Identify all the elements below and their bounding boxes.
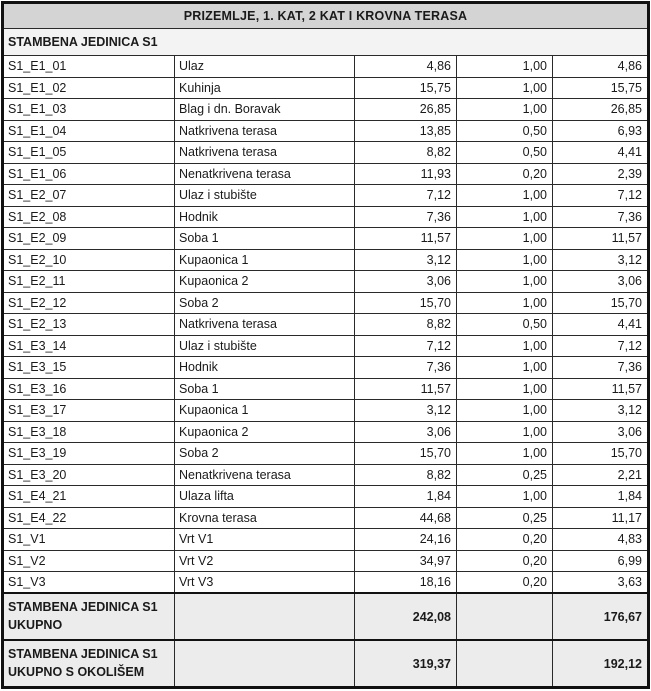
cell-reduced-area: 2,21 [553,464,649,486]
cell-coefficient: 0,50 [457,142,553,164]
cell-coefficient: 0,20 [457,529,553,551]
cell-reduced-area: 4,41 [553,142,649,164]
total-row [3,593,649,640]
cell-reduced-area: 15,75 [553,77,649,99]
table-row [3,142,649,164]
table-row [3,486,649,508]
cell-code: S1_E2_13 [3,314,175,336]
cell-area: 3,12 [355,400,457,422]
table-row [3,572,649,594]
total-area: 319,37 [355,640,457,687]
cell-code: S1_E1_06 [3,163,175,185]
table-row [3,507,649,529]
cell-area: 8,82 [355,142,457,164]
cell-room: Soba 2 [175,292,355,314]
area-table [1,1,650,689]
total-empty-room [175,593,355,640]
table-row [3,335,649,357]
table-row [3,378,649,400]
table-row [3,550,649,572]
cell-room: Krovna terasa [175,507,355,529]
cell-area: 15,70 [355,292,457,314]
cell-code: S1_E2_07 [3,185,175,207]
table-row [3,400,649,422]
cell-coefficient: 1,00 [457,77,553,99]
table-row [3,464,649,486]
cell-code: S1_V1 [3,529,175,551]
cell-room: Ulaz i stubište [175,185,355,207]
cell-room: Natkrivena terasa [175,120,355,142]
cell-code: S1_E1_01 [3,56,175,78]
cell-reduced-area: 11,57 [553,378,649,400]
table-body [3,3,649,688]
table-row [3,421,649,443]
cell-area: 1,84 [355,486,457,508]
cell-code: S1_E2_10 [3,249,175,271]
cell-room: Natkrivena terasa [175,142,355,164]
table-row [3,77,649,99]
table-row [3,529,649,551]
table-row [3,249,649,271]
cell-room: Kuhinja [175,77,355,99]
cell-coefficient: 1,00 [457,206,553,228]
total-reduced-area: 176,67 [553,593,649,640]
cell-reduced-area: 3,12 [553,400,649,422]
section-header: STAMBENA JEDINICA S1 [3,28,649,56]
cell-room: Hodnik [175,357,355,379]
cell-area: 11,57 [355,378,457,400]
cell-code: S1_E2_12 [3,292,175,314]
cell-room: Kupaonica 1 [175,249,355,271]
cell-code: S1_E3_16 [3,378,175,400]
cell-reduced-area: 7,36 [553,357,649,379]
cell-room: Kupaonica 2 [175,271,355,293]
cell-code: S1_E3_15 [3,357,175,379]
cell-reduced-area: 4,86 [553,56,649,78]
cell-code: S1_V3 [3,572,175,594]
cell-area: 4,86 [355,56,457,78]
cell-code: S1_E1_03 [3,99,175,121]
cell-room: Nenatkrivena terasa [175,163,355,185]
cell-coefficient: 1,00 [457,335,553,357]
cell-coefficient: 0,50 [457,314,553,336]
cell-room: Vrt V1 [175,529,355,551]
cell-room: Ulaz i stubište [175,335,355,357]
cell-room: Kupaonica 1 [175,400,355,422]
cell-room: Kupaonica 2 [175,421,355,443]
total-row [3,640,649,687]
cell-coefficient: 1,00 [457,378,553,400]
cell-room: Vrt V3 [175,572,355,594]
cell-room: Soba 2 [175,443,355,465]
cell-area: 8,82 [355,464,457,486]
cell-room: Soba 1 [175,228,355,250]
table-row [3,56,649,78]
document-page [0,1,651,691]
total-empty-room [175,640,355,687]
total-label: STAMBENA JEDINICA S1 UKUPNO S OKOLIŠEM [3,640,175,687]
cell-coefficient: 0,20 [457,550,553,572]
table-row [3,357,649,379]
cell-coefficient: 1,00 [457,228,553,250]
table-row [3,99,649,121]
cell-reduced-area: 7,12 [553,185,649,207]
cell-area: 15,70 [355,443,457,465]
cell-reduced-area: 6,93 [553,120,649,142]
cell-code: S1_E3_18 [3,421,175,443]
cell-area: 8,82 [355,314,457,336]
title-row [3,3,649,29]
cell-code: S1_E3_17 [3,400,175,422]
cell-area: 34,97 [355,550,457,572]
cell-area: 18,16 [355,572,457,594]
cell-code: S1_E4_22 [3,507,175,529]
cell-area: 44,68 [355,507,457,529]
cell-reduced-area: 4,41 [553,314,649,336]
cell-reduced-area: 7,36 [553,206,649,228]
cell-reduced-area: 3,06 [553,271,649,293]
cell-reduced-area: 11,57 [553,228,649,250]
cell-area: 7,36 [355,357,457,379]
cell-room: Nenatkrivena terasa [175,464,355,486]
cell-coefficient: 0,50 [457,120,553,142]
cell-coefficient: 1,00 [457,443,553,465]
cell-coefficient: 1,00 [457,292,553,314]
table-row [3,120,649,142]
total-area: 242,08 [355,593,457,640]
cell-area: 13,85 [355,120,457,142]
cell-code: S1_E2_09 [3,228,175,250]
cell-coefficient: 0,25 [457,507,553,529]
cell-reduced-area: 4,83 [553,529,649,551]
table-row [3,163,649,185]
cell-room: Soba 1 [175,378,355,400]
cell-reduced-area: 3,63 [553,572,649,594]
cell-area: 26,85 [355,99,457,121]
table-row [3,443,649,465]
cell-coefficient: 1,00 [457,486,553,508]
cell-area: 3,12 [355,249,457,271]
cell-reduced-area: 6,99 [553,550,649,572]
cell-coefficient: 1,00 [457,99,553,121]
cell-code: S1_E3_20 [3,464,175,486]
cell-coefficient: 1,00 [457,249,553,271]
cell-coefficient: 1,00 [457,185,553,207]
table-row [3,292,649,314]
cell-area: 11,93 [355,163,457,185]
total-empty-coef [457,640,553,687]
cell-code: S1_E1_02 [3,77,175,99]
table-row [3,206,649,228]
cell-room: Blag i dn. Boravak [175,99,355,121]
cell-coefficient: 1,00 [457,421,553,443]
cell-reduced-area: 26,85 [553,99,649,121]
cell-reduced-area: 2,39 [553,163,649,185]
cell-area: 7,12 [355,335,457,357]
cell-code: S1_E3_19 [3,443,175,465]
total-label: STAMBENA JEDINICA S1 UKUPNO [3,593,175,640]
total-reduced-area: 192,12 [553,640,649,687]
cell-room: Ulaz [175,56,355,78]
cell-reduced-area: 1,84 [553,486,649,508]
cell-reduced-area: 3,06 [553,421,649,443]
cell-reduced-area: 7,12 [553,335,649,357]
table-title: PRIZEMLJE, 1. KAT, 2 KAT I KROVNA TERASA [3,3,649,29]
cell-coefficient: 1,00 [457,400,553,422]
cell-coefficient: 0,20 [457,572,553,594]
cell-code: S1_V2 [3,550,175,572]
cell-area: 11,57 [355,228,457,250]
table-row [3,185,649,207]
cell-reduced-area: 15,70 [553,443,649,465]
cell-area: 15,75 [355,77,457,99]
cell-reduced-area: 15,70 [553,292,649,314]
cell-coefficient: 1,00 [457,271,553,293]
cell-room: Natkrivena terasa [175,314,355,336]
table-row [3,228,649,250]
total-empty-coef [457,593,553,640]
table-row [3,314,649,336]
cell-reduced-area: 3,12 [553,249,649,271]
cell-coefficient: 0,20 [457,163,553,185]
table-row [3,271,649,293]
cell-area: 24,16 [355,529,457,551]
cell-area: 7,12 [355,185,457,207]
cell-code: S1_E2_11 [3,271,175,293]
cell-area: 3,06 [355,421,457,443]
cell-coefficient: 0,25 [457,464,553,486]
cell-room: Hodnik [175,206,355,228]
cell-room: Vrt V2 [175,550,355,572]
cell-code: S1_E4_21 [3,486,175,508]
cell-code: S1_E3_14 [3,335,175,357]
cell-reduced-area: 11,17 [553,507,649,529]
cell-area: 3,06 [355,271,457,293]
cell-code: S1_E1_04 [3,120,175,142]
cell-code: S1_E2_08 [3,206,175,228]
section-row [3,28,649,56]
cell-coefficient: 1,00 [457,357,553,379]
cell-room: Ulaza lifta [175,486,355,508]
cell-code: S1_E1_05 [3,142,175,164]
cell-coefficient: 1,00 [457,56,553,78]
cell-area: 7,36 [355,206,457,228]
